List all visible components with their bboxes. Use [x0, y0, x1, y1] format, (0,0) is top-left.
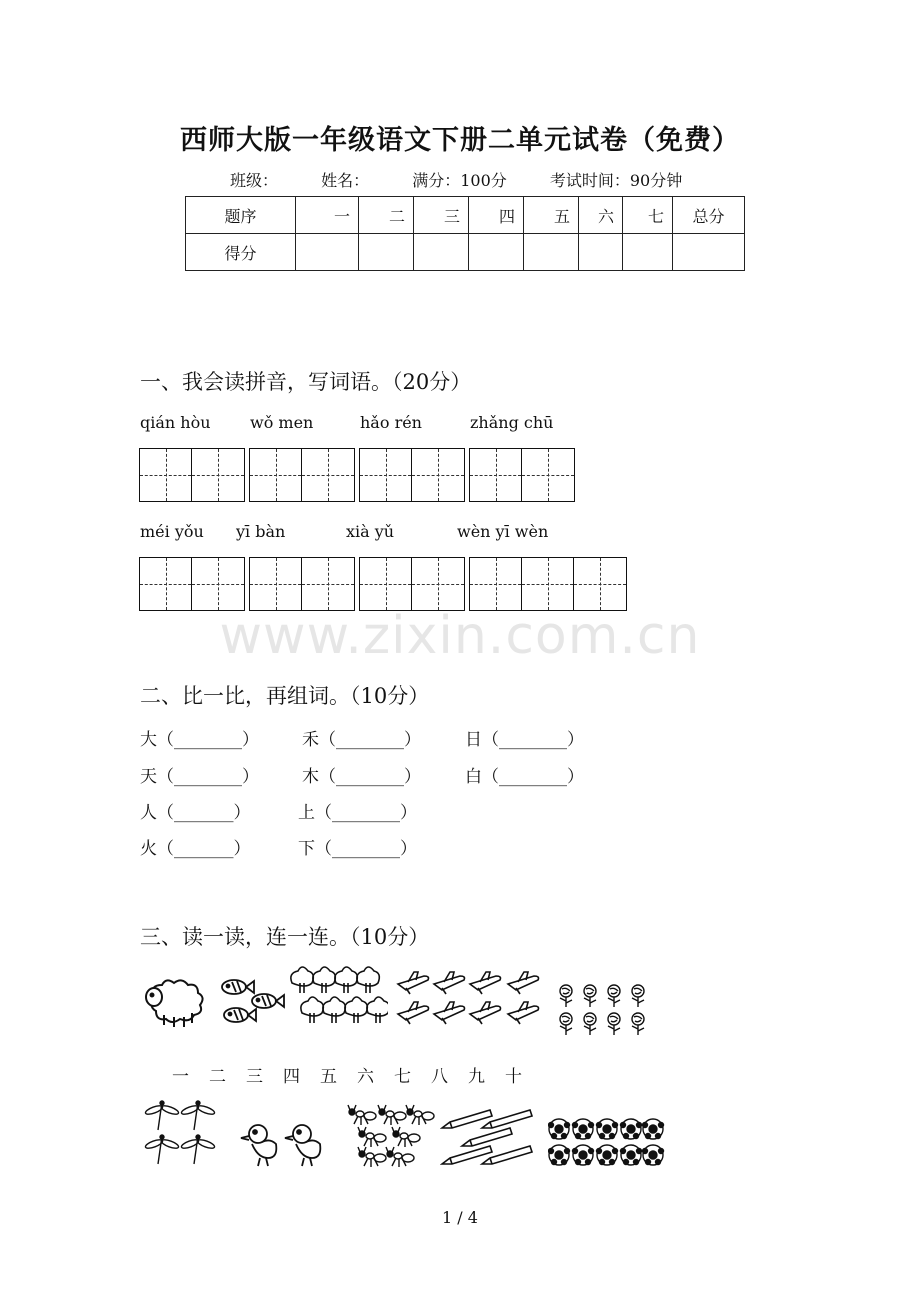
compare-item[interactable]: 天（________） — [140, 767, 259, 787]
word-box — [139, 557, 245, 611]
writing-cell[interactable] — [412, 558, 464, 610]
writing-cell[interactable] — [302, 558, 354, 610]
numeral-label[interactable]: 五 — [320, 1067, 337, 1087]
time-label: 考试时间：90分钟 — [549, 171, 683, 190]
compare-row — [140, 834, 417, 859]
compare-item[interactable]: 禾（________） — [302, 730, 421, 750]
writing-cell[interactable] — [192, 558, 244, 610]
compare-item[interactable]: 大（________） — [140, 730, 259, 750]
exam-info — [230, 168, 720, 191]
table-header-cell: 三 — [414, 197, 469, 234]
score-cell[interactable] — [623, 234, 673, 271]
numeral-row — [172, 1062, 542, 1087]
writing-cell[interactable] — [302, 449, 354, 501]
table-header-cell: 一 — [296, 197, 359, 234]
bird-icon[interactable] — [238, 1122, 328, 1170]
compare-item[interactable]: 木（________） — [302, 767, 421, 787]
watermark: www.zixin.com.cn — [219, 606, 701, 666]
numeral-label[interactable]: 三 — [246, 1067, 263, 1087]
pinyin-word: méi yǒu — [140, 522, 204, 541]
pinyin-word: wèn yī wèn — [457, 522, 549, 541]
score-table — [185, 196, 745, 271]
page-number: 1 / 4 — [442, 1208, 478, 1227]
table-header-cell: 总分 — [673, 197, 745, 234]
writing-cell[interactable] — [522, 558, 574, 610]
writing-cell[interactable] — [470, 449, 522, 501]
name-label: 姓名： — [321, 171, 370, 190]
writing-cell[interactable] — [250, 558, 302, 610]
compare-row — [140, 725, 584, 750]
pencil-icon[interactable] — [440, 1108, 540, 1170]
flower-icon[interactable] — [556, 983, 658, 1039]
writing-cell[interactable] — [140, 558, 192, 610]
ant-icon[interactable] — [346, 1104, 438, 1170]
writing-cell[interactable] — [250, 449, 302, 501]
writing-cell[interactable] — [360, 449, 412, 501]
word-box — [359, 448, 465, 502]
pinyin-word: zhǎng chū — [470, 413, 554, 432]
score-cell[interactable] — [469, 234, 524, 271]
word-box — [359, 557, 465, 611]
numeral-label[interactable]: 四 — [283, 1067, 300, 1087]
compare-item[interactable]: 白（________） — [465, 767, 584, 787]
row-label: 得分 — [186, 234, 296, 271]
word-box — [139, 448, 245, 502]
compare-row — [140, 762, 584, 787]
compare-item[interactable]: 下（________） — [298, 839, 417, 859]
table-header-cell: 二 — [359, 197, 414, 234]
writing-grid-2 — [139, 557, 627, 611]
score-cell[interactable] — [579, 234, 623, 271]
writing-cell[interactable] — [412, 449, 464, 501]
table-row — [186, 197, 745, 234]
compare-item[interactable]: 日（________） — [465, 730, 584, 750]
class-label: 班级： — [230, 171, 279, 190]
writing-cell[interactable] — [192, 449, 244, 501]
table-header-cell: 六 — [579, 197, 623, 234]
word-box — [249, 557, 355, 611]
pinyin-word: qián hòu — [140, 413, 211, 432]
section3-heading: 三、读一读，连一连。（10分） — [140, 925, 430, 949]
soccer-ball-icon[interactable] — [548, 1118, 666, 1170]
word-box — [249, 448, 355, 502]
writing-grid-1 — [139, 448, 579, 502]
full-score-label: 满分：100分 — [412, 171, 507, 190]
pinyin-line-1 — [140, 413, 553, 432]
airplane-icon[interactable] — [396, 968, 550, 1034]
pinyin-word: xià yǔ — [346, 522, 395, 541]
numeral-label[interactable]: 七 — [394, 1067, 411, 1087]
dragonfly-icon[interactable] — [144, 1100, 224, 1168]
table-header-cell: 五 — [524, 197, 579, 234]
compare-item[interactable]: 火（_______） — [140, 839, 251, 859]
table-header-cell: 题序 — [186, 197, 296, 234]
section1-heading: 一、我会读拼音，写词语。（20分） — [140, 370, 472, 394]
score-cell[interactable] — [296, 234, 359, 271]
pinyin-word: wǒ men — [250, 413, 314, 432]
pinyin-word: hǎo rén — [360, 413, 422, 432]
writing-cell[interactable] — [140, 449, 192, 501]
score-cell[interactable] — [673, 234, 745, 271]
writing-cell[interactable] — [522, 449, 574, 501]
compare-item[interactable]: 人（_______） — [140, 803, 251, 823]
numeral-label[interactable]: 八 — [431, 1067, 448, 1087]
pinyin-line-2 — [140, 522, 548, 541]
numeral-label[interactable]: 二 — [209, 1067, 226, 1087]
pinyin-word: yī bàn — [236, 522, 286, 541]
page-title: 西师大版一年级语文下册二单元试卷（免费） — [180, 125, 740, 156]
compare-item[interactable]: 上（________） — [298, 803, 417, 823]
numeral-label[interactable]: 一 — [172, 1067, 189, 1087]
numeral-label[interactable]: 十 — [505, 1067, 522, 1087]
tree-icon[interactable] — [288, 965, 388, 1033]
numeral-label[interactable]: 九 — [468, 1067, 485, 1087]
writing-cell[interactable] — [360, 558, 412, 610]
section2-heading: 二、比一比，再组词。（10分） — [140, 684, 430, 708]
score-cell[interactable] — [414, 234, 469, 271]
word-box — [469, 448, 575, 502]
writing-cell[interactable] — [470, 558, 522, 610]
score-cell[interactable] — [524, 234, 579, 271]
compare-row — [140, 798, 417, 823]
writing-cell[interactable] — [574, 558, 626, 610]
score-cell[interactable] — [359, 234, 414, 271]
table-header-cell: 四 — [469, 197, 524, 234]
sheep-icon[interactable] — [140, 975, 206, 1029]
table-row — [186, 234, 745, 271]
numeral-label[interactable]: 六 — [357, 1067, 374, 1087]
table-header-cell: 七 — [623, 197, 673, 234]
fish-icon[interactable] — [218, 975, 288, 1031]
word-box — [469, 557, 627, 611]
